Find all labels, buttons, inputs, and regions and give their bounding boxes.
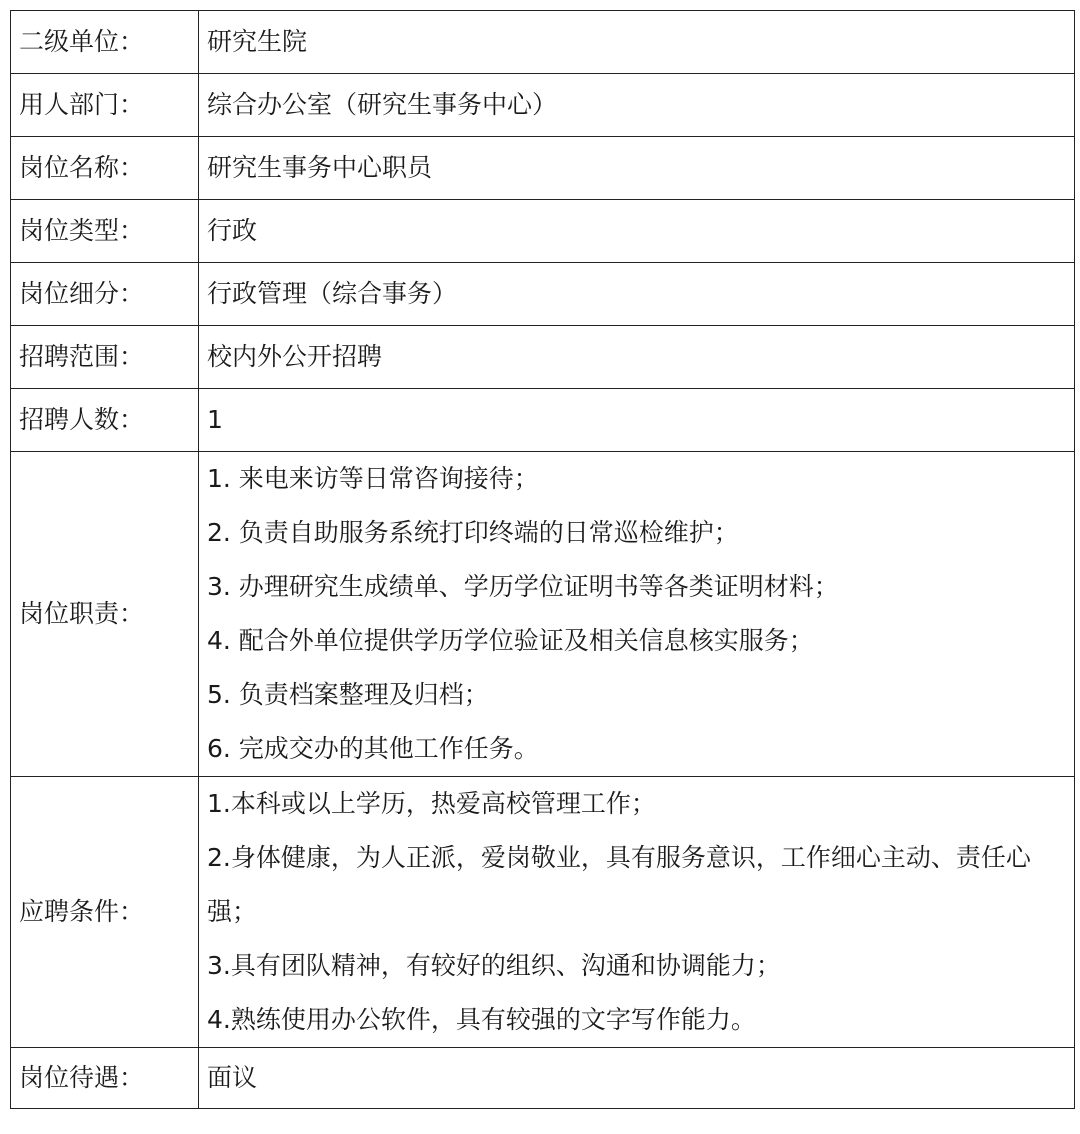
duty-item: 1. 来电来访等日常咨询接待；	[207, 464, 539, 493]
label-duties: 岗位职责：	[11, 452, 199, 777]
label-recruitment-scope: 招聘范围：	[11, 326, 199, 389]
row-requirements	[11, 777, 1075, 1048]
value-position-type: 行政	[199, 200, 1075, 263]
label-benefits: 岗位待遇：	[11, 1048, 199, 1109]
requirement-item: 3.具有团队精神，有较好的组织、沟通和协调能力；	[207, 951, 781, 980]
row-position-subcategory	[11, 263, 1075, 326]
duty-item: 4. 配合外单位提供学历学位验证及相关信息核实服务；	[207, 626, 814, 655]
label-headcount: 招聘人数：	[11, 389, 199, 452]
value-secondary-unit: 研究生院	[199, 11, 1075, 74]
value-duties	[199, 452, 1075, 777]
row-recruitment-scope	[11, 326, 1075, 389]
value-hiring-department: 综合办公室（研究生事务中心）	[199, 74, 1075, 137]
value-headcount: 1	[199, 389, 1075, 452]
value-recruitment-scope: 校内外公开招聘	[199, 326, 1075, 389]
label-position-name: 岗位名称：	[11, 137, 199, 200]
value-benefits: 面议	[199, 1048, 1075, 1109]
label-position-type: 岗位类型：	[11, 200, 199, 263]
value-position-subcategory: 行政管理（综合事务）	[199, 263, 1075, 326]
duty-item: 2. 负责自助服务系统打印终端的日常巡检维护；	[207, 518, 739, 547]
row-secondary-unit	[11, 11, 1075, 74]
row-position-name	[11, 137, 1075, 200]
label-secondary-unit: 二级单位：	[11, 11, 199, 74]
value-requirements	[199, 777, 1075, 1048]
row-duties	[11, 452, 1075, 777]
requirement-item: 2.身体健康，为人正派，爱岗敬业，具有服务意识，工作细心主动、责任心强；	[207, 843, 1031, 926]
requirement-item: 4.熟练使用办公软件，具有较强的文字写作能力。	[207, 1005, 756, 1034]
label-requirements: 应聘条件：	[11, 777, 199, 1048]
row-benefits	[11, 1048, 1075, 1109]
requirement-item: 1.本科或以上学历，热爱高校管理工作；	[207, 789, 656, 818]
duty-item: 6. 完成交办的其他工作任务。	[207, 734, 539, 763]
duty-item: 5. 负责档案整理及归档；	[207, 680, 489, 709]
value-position-name: 研究生事务中心职员	[199, 137, 1075, 200]
row-headcount	[11, 389, 1075, 452]
row-hiring-department	[11, 74, 1075, 137]
job-posting-table	[10, 10, 1075, 1109]
label-position-subcategory: 岗位细分：	[11, 263, 199, 326]
row-position-type	[11, 200, 1075, 263]
duty-item: 3. 办理研究生成绩单、学历学位证明书等各类证明材料；	[207, 572, 839, 601]
label-hiring-department: 用人部门：	[11, 74, 199, 137]
